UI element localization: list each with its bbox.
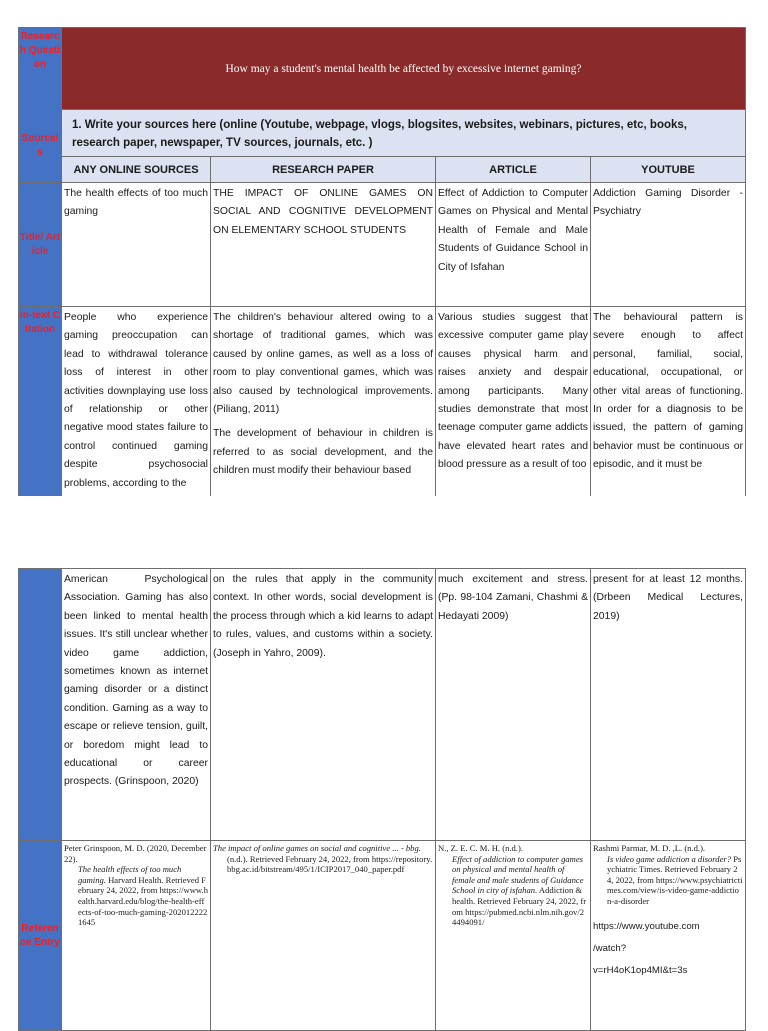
- reference-yt-author: Rashmi Parmar, M. D. ,L. (n.d.).: [593, 843, 706, 853]
- citation-research-paper-part2: on the rules that apply in the community context. In other words, social development is the process through which a kid learns to adapt to rules, values, and customs within a society. (Joseph in Yahro, 2009).: [211, 569, 436, 841]
- reference-paper-rest: (n.d.). Retrieved February 24, 2022, from https://repository.bbg.ac.id/bitstream/495/1/ICIP2017_040_paper.pdf: [227, 853, 433, 875]
- title-article: Effect of Addiction to Computer Games on Physical and Mental Health of Female and Male Students of Guidance School in City of Isfahan: [436, 183, 591, 307]
- reference-yt-url3: v=rH4oK1op4MI&t=3s: [593, 964, 688, 976]
- citation-research-paper-part1: [211, 307, 436, 497]
- column-header-research-paper: RESEARCH PAPER: [211, 157, 436, 183]
- reference-youtube: [591, 841, 746, 1031]
- page-break-gap: [0, 496, 768, 568]
- column-header-online: ANY ONLINE SOURCES: [62, 157, 211, 183]
- reference-online: [62, 841, 211, 1031]
- reference-article-author: N., Z. E. C. M. H. (n.d.).: [438, 843, 523, 853]
- citation-rp-para2: The development of behaviour in children is referred to as social development, and the children must modify their behaviour based: [213, 428, 433, 477]
- reference-article: [436, 841, 591, 1031]
- citation-youtube-part1: The behavioural pattern is severe enough to affect personal, familial, social, educational, occupational, or other vital areas of functioning. In order for a diagnosis to be issued, the pattern of gaming behavior must be continuous or episodic, and it must be: [591, 307, 746, 497]
- title-research-paper: THE IMPACT OF ONLINE GAMES ON SOCIAL AND COGNITIVE DEVELOPMENT ON ELEMENTARY SCHOOL STUDENTS: [211, 183, 436, 307]
- column-header-youtube: YOUTUBE: [591, 157, 746, 183]
- reference-yt-url2: /watch?: [593, 942, 627, 954]
- in-text-citation-label-cont: [19, 569, 62, 841]
- title-youtube: Addiction Gaming Disorder - Psychiatry: [591, 183, 746, 307]
- reference-article-title: Effect of addiction to computer games on physical and mental health of female and male students of Guidance School in city of isfahan.: [452, 853, 584, 896]
- citation-rp-para1: The children's behaviour altered owing to a shortage of traditional games, which was caused by online games, as well as a loss of room to play conventional games, which was also caused by technological improvements. (Piliang, 2011): [213, 312, 433, 416]
- reference-entry-label: Reference Entry: [19, 841, 62, 1031]
- reference-paper-title: The impact of online games on social and cognitive ... - bbg.: [213, 843, 421, 853]
- column-header-article: ARTICLE: [436, 157, 591, 183]
- lower-table: [18, 568, 746, 1031]
- reference-article-rest: Addiction & health. Retrieved February 24, 2022, from https://pubmed.ncbi.nlm.nih.gov/24494091/: [452, 885, 587, 928]
- upper-table: [18, 27, 746, 497]
- reference-online-title: The health effects of too much gaming.: [78, 864, 182, 885]
- title-online: The health effects of too much gaming: [62, 183, 211, 307]
- sources-label: Source/s: [19, 110, 62, 183]
- sources-instruction: 1. Write your sources here (online (Youtube, webpage, vlogs, blogsites, websites, webinars, pictures, etc, books, research paper, newspaper, TV sources, journals, etc. ): [62, 110, 746, 157]
- reference-yt-url1: https://www.youtube.com: [593, 920, 700, 932]
- in-text-citation-label: In-text Citation: [19, 307, 62, 497]
- title-article-label: Title/ Article: [19, 183, 62, 307]
- research-question-text: How may a student's mental health be affected by excessive internet gaming?: [62, 28, 746, 110]
- reference-online-rest: Harvard Health. Retrieved February 24, 2022, from https://www.health.harvard.edu/blog/the-health-effects-of-too-much-gaming-2020122221645: [78, 874, 209, 928]
- reference-yt-title: Is video game addiction a disorder?: [607, 853, 732, 864]
- reference-yt-rest: Psychiatric Times. Retrieved February 24, 2022, from https://www.psychiatrictimes.com/view/is-video-game-addiction-a-disorder: [607, 853, 743, 906]
- research-question-label: Research Question: [19, 28, 62, 110]
- citation-youtube-part2: present for at least 12 months. (Drbeen Medical Lectures, 2019): [591, 569, 746, 841]
- citation-article-part2: much excitement and stress. (Pp. 98-104 Zamani, Chashmi & Hedayati 2009): [436, 569, 591, 841]
- citation-online-part2: American Psychological Association. Gaming has also been linked to mental health issues. It's still unclear whether video game addiction, sometimes known as internet gaming disorder or a distinct condition. Gaming as a way to escape or relieve tension, guilt, or boredom might lead to educational or career prospects. (Grinspoon, 2020): [62, 569, 211, 841]
- citation-online-part1: People who experience gaming preoccupation can lead to withdrawal tolerance loss of interest in other activities downplaying use loss of relationship or other negative mood states failure to control continued gaming despite psychosocial problems, according to the: [62, 307, 211, 497]
- reference-online-author: Peter Grinspoon, M. D. (2020, December 22).: [64, 843, 207, 864]
- citation-article-part1: Various studies suggest that excessive computer game play causes physical harm and raises anxiety and despair among participants. Many studies demonstrate that most teenage computer game addicts have elevated heart rates and blood pressure as a result of too: [436, 307, 591, 497]
- reference-research-paper: [211, 841, 436, 1031]
